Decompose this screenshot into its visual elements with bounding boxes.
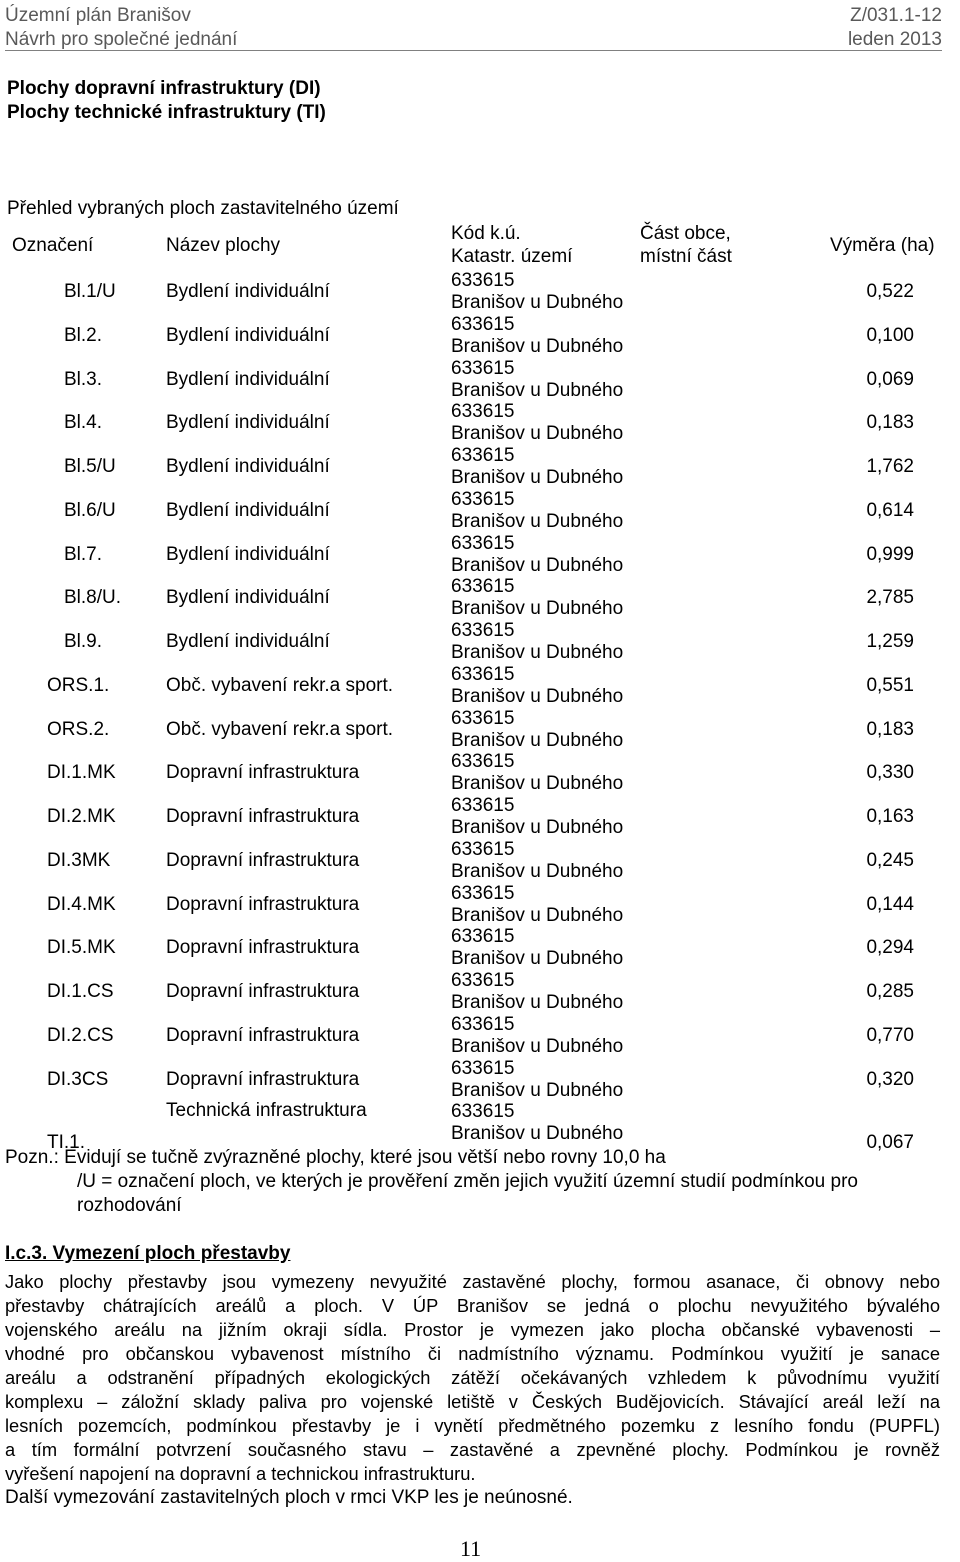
chapter-title <box>5 1242 290 1266</box>
row-name: Bydlení individuální <box>166 631 330 652</box>
row-ku: Branišov u Dubného <box>451 685 624 707</box>
row-code: 633615 <box>451 576 515 598</box>
row-name: Bydlení individuální <box>166 543 330 565</box>
row-area: 0,245 <box>866 849 914 871</box>
row-ku: Branišov u Dubného <box>451 904 624 926</box>
row-id: Bl.3. <box>64 368 103 390</box>
row-area: 2,785 <box>866 587 914 609</box>
row-id: DI.3MK <box>47 849 111 871</box>
row-area: 0,330 <box>866 762 914 784</box>
row-ku: Branišov u Dubného <box>451 860 624 882</box>
section-heading-ti: Plochy technické infrastruktury (TI) <box>7 102 326 123</box>
col-header-vymera: Výměra (ha) <box>830 235 935 256</box>
row-area: 0,144 <box>866 893 914 915</box>
row-code: 633615 <box>451 445 515 466</box>
row-id: ORS.1. <box>47 674 110 696</box>
row-code: 633615 <box>451 1057 515 1079</box>
row-name: Dopravní infrastruktura <box>166 893 360 915</box>
paragraph-line: komplexu – záložní sklady paliva pro vojenské letiště v Českých Budějovicích. Stávající areál leží na <box>5 1391 940 1412</box>
note-line-2: /U = označení ploch, ve kterých je prověření změn jejich využití územní studií podmínkou pro <box>77 1171 858 1192</box>
header-right <box>848 4 942 52</box>
row-area: 0,614 <box>866 499 914 521</box>
row-ku: Branišov u Dubného <box>451 1035 624 1057</box>
row-area: 0,285 <box>866 981 914 1002</box>
row-area: 0,067 <box>866 1132 914 1154</box>
col-header-nazev: Název plochy <box>166 235 281 256</box>
row-code: 633615 <box>451 882 515 904</box>
col-header-cast: Část obce, <box>640 223 731 244</box>
row-code: 633615 <box>451 532 515 554</box>
row-name: Dopravní infrastruktura <box>166 937 360 959</box>
row-code: 633615 <box>451 270 515 291</box>
row-area: 0,551 <box>866 674 914 696</box>
chapter-title-text: I.c.3. Vymezení ploch přestavby <box>5 1243 291 1264</box>
page-number: 11 <box>460 1536 482 1561</box>
row-area: 0,999 <box>866 543 914 565</box>
document-code: Z/031.1-12 <box>850 5 942 26</box>
row-id: Bl.2. <box>64 324 103 346</box>
row-id: DI.2.MK <box>47 806 116 827</box>
row-code: 633615 <box>451 313 515 335</box>
row-ku: Branišov u Dubného <box>451 510 624 532</box>
note-line-3: rozhodování <box>77 1195 182 1216</box>
paragraph-line: lesních pozemcích, podmínkou přestavby je i vynětí předmětného pozemku z lesního fondu (PUPFL) <box>5 1415 940 1436</box>
row-name: Obč. vybavení rekr.a sport. <box>166 674 394 696</box>
row-ku: Branišov u Dubného <box>451 729 624 751</box>
row-id: DI.1.MK <box>47 762 116 784</box>
row-id: Bl.6/U <box>64 499 116 521</box>
row-name: Bydlení individuální <box>166 368 330 390</box>
row-name: Bydlení individuální <box>166 499 330 521</box>
row-area: 0,320 <box>866 1068 914 1090</box>
row-name: Bydlení individuální <box>166 281 330 302</box>
row-id: Bl.7. <box>64 543 103 565</box>
row-ku: Branišov u Dubného <box>451 992 624 1013</box>
row-code: 633615 <box>451 795 515 816</box>
row-code: 633615 <box>451 1013 515 1035</box>
row-name: Dopravní infrastruktura <box>166 806 360 827</box>
row-code: 633615 <box>451 751 515 773</box>
row-code: 633615 <box>451 488 515 510</box>
paragraph-line: areálu a odstranění případných ekologických zátěží očekávaných vzhledem k původnímu využití <box>5 1367 940 1388</box>
row-area: 0,294 <box>866 937 914 959</box>
row-name: Dopravní infrastruktura <box>166 981 360 1002</box>
row-ku: Branišov u Dubného <box>451 292 624 313</box>
row-id: Bl.5/U <box>64 456 116 477</box>
row-name: Bydlení individuální <box>166 456 330 477</box>
paragraph-line: vyřešení napojení na dopravní a technickou infrastrukturu. <box>5 1463 476 1484</box>
paragraph-line: vhodné pro občanskou vybavenost místního či nadmístního významu. Podmínkou využití je sanace <box>5 1343 940 1364</box>
paragraph-line: vojenského areálu na jižním okraji sídla. Prostor je vymezen jako plocha občanské vybavenosti – <box>5 1319 940 1340</box>
row-ku: Branišov u Dubného <box>451 335 624 357</box>
document-subtitle: Návrh pro společné jednání <box>5 29 238 50</box>
col-header-oznaceni: Označení <box>12 235 94 256</box>
row-ku: Branišov u Dubného <box>451 467 624 488</box>
row-ku: Branišov u Dubného <box>451 379 624 401</box>
row-code: 633615 <box>451 1101 515 1123</box>
chapter-last-line: Další vymezování zastavitelných ploch v rmci VKP les je neúnosné. <box>5 1487 573 1508</box>
row-area: 0,163 <box>866 806 914 827</box>
paragraph-line: přestavby chátrajících areálů a ploch. V ÚP Branišov se jedná o plochu nevyužitého bývalého <box>5 1295 940 1316</box>
row-name: Bydlení individuální <box>166 587 330 609</box>
col-header-katastr: Katastr. území <box>451 246 573 267</box>
row-code: 633615 <box>451 663 515 685</box>
row-id: Bl.8/U. <box>64 587 122 609</box>
row-ku: Branišov u Dubného <box>451 1079 624 1101</box>
row-area: 0,183 <box>866 412 914 434</box>
row-ku: Branišov u Dubného <box>451 773 624 795</box>
row-area: 0,183 <box>866 718 914 740</box>
row-name: Dopravní infrastruktura <box>166 762 360 784</box>
row-name: Dopravní infrastruktura <box>166 1068 360 1090</box>
row-code: 633615 <box>451 838 515 860</box>
row-ku: Branišov u Dubného <box>451 948 624 970</box>
row-area: 1,762 <box>866 456 914 477</box>
row-code: 633615 <box>451 357 515 379</box>
row-ku: Branišov u Dubného <box>451 423 624 445</box>
row-id: Bl.4. <box>64 412 103 434</box>
row-id: DI.3CS <box>47 1068 109 1090</box>
row-area: 0,522 <box>866 281 914 302</box>
row-area: 1,259 <box>866 631 914 652</box>
row-area: 0,770 <box>866 1024 914 1046</box>
row-name: Dopravní infrastruktura <box>166 849 360 871</box>
col-header-mistni: místní část <box>640 246 732 267</box>
row-code: 633615 <box>451 707 515 729</box>
paragraph-line: Jako plochy přestavby jsou vymezeny nevyužité zastavěné plochy, formou asanace, či obnovy nebo <box>5 1271 940 1292</box>
row-area: 0,100 <box>866 324 914 346</box>
row-id: ORS.2. <box>47 718 110 740</box>
row-ku: Branišov u Dubného <box>451 642 624 663</box>
row-code: 633615 <box>451 926 515 948</box>
row-ku: Branišov u Dubného <box>451 598 624 620</box>
row-code: 633615 <box>451 620 515 641</box>
row-id: DI.1.CS <box>47 981 114 1002</box>
row-name: Dopravní infrastruktura <box>166 1024 360 1046</box>
row-id: DI.4.MK <box>47 893 116 915</box>
document-date: leden 2013 <box>847 29 942 50</box>
row-id: Bl.1/U <box>64 281 116 302</box>
row-name: Obč. vybavení rekr.a sport. <box>166 718 394 740</box>
row-ku: Branišov u Dubného <box>451 817 624 838</box>
document-title: Územní plán Branišov <box>5 5 191 26</box>
row-id: DI.5.MK <box>47 937 116 959</box>
section-heading-di: Plochy dopravní infrastruktury (DI) <box>7 78 321 99</box>
col-header-kod: Kód k.ú. <box>451 223 521 244</box>
note-line-1: Pozn.: Evidují se tučně zvýrazněné plochy, které jsou větší nebo rovny 10,0 ha <box>5 1147 666 1168</box>
row-id: TI.1. <box>47 1132 86 1154</box>
row-name: Bydlení individuální <box>166 412 330 434</box>
row-area: 0,069 <box>866 368 914 390</box>
overview-caption: Přehled vybraných ploch zastavitelného území <box>7 198 399 219</box>
row-id: DI.2.CS <box>47 1024 114 1046</box>
header-left <box>5 4 237 52</box>
row-name: Technická infrastruktura <box>166 1100 367 1122</box>
row-ku: Branišov u Dubného <box>451 554 624 576</box>
chapter-paragraph <box>5 1270 940 1486</box>
row-name: Bydlení individuální <box>166 324 330 346</box>
row-ku: Branišov u Dubného <box>451 1123 624 1145</box>
row-id: Bl.9. <box>64 631 103 652</box>
paragraph-line: a tím formální potvrzení současného stavu – zastavěné a zpevněné plochy. Podmínkou je rovněž <box>5 1439 940 1460</box>
page-header <box>5 2 942 51</box>
row-code: 633615 <box>451 970 515 991</box>
row-code: 633615 <box>451 401 515 423</box>
